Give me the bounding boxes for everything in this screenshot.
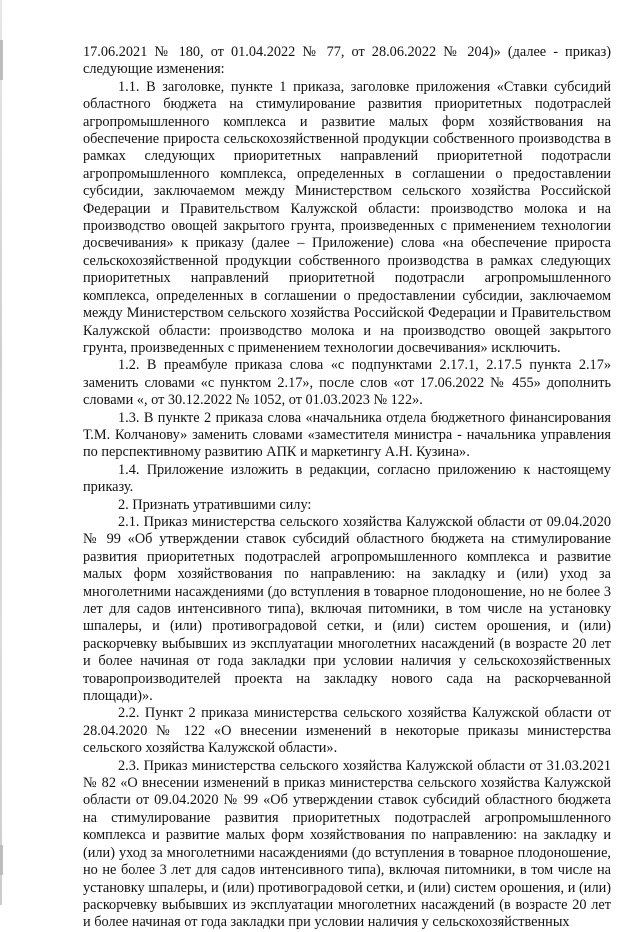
paragraph-2: 2. Признать утратившими силу:: [118, 496, 312, 513]
paragraph-1-2: 1.2. В преамбуле приказа слова «с подпунктами 2.17.1, 2.17.5 пункта 2.17» заменить словами «с пунктом 2.17», после слов «от 17.06.2022 № 455» дополнить словами «, от 30.12.2022 № 1052, от 01.03.2023 № 122».: [83, 357, 611, 409]
paragraph-1-1: 1.1. В заголовке, пункте 1 приказа, заголовке приложения «Ставки субсидий областного бюджета на стимулирование развития приоритетных подотраслей агропромышленного комплекса и развитие малых форм хозяйствования на обеспечение прироста сельскохозяйственной продукции собственного производства в рамках следующих приоритетных направлений приоритетной подотрасли агропромышленного комплекса, определенных в соглашении о предоставлении субсидии, заключаемом между Министерством сельского хозяйства Российской Федерации и Правительством Калужской области: производство молока и на производство овощей закрытого грунта, произведенных с применением технологии досвечивания» к приказу (далее – Приложение) слова «на обеспечение прироста сельскохозяйственной продукции собственного производства в рамках следующих приоритетных направлений приоритетной подотрасли агропромышленного комплекса, определенных в соглашении о предоставлении субсидии, заключаемом между Министерством сельского хозяйства Российской Федерации и Правительством Калужской области: производство молока и на производство овощей закрытого грунта, произведенных с применением технологии досвечивания» исключить.: [83, 78, 611, 356]
scan-artifact-bottom: [0, 845, 3, 875]
paragraph-intro-continuation: 17.06.2021 № 180, от 01.04.2022 № 77, от 28.06.2022 № 204)» (далее - приказ) следующие изменения:: [83, 44, 611, 78]
document-page: [83, 44, 611, 932]
scan-left-edge: [0, 0, 2, 905]
paragraph-2-1: 2.1. Приказ министерства сельского хозяйства Калужской области от 09.04.2020 № 99 «Об утверждении ставок субсидий областного бюджета на стимулирование развития приоритетных подотраслей агропромышленного комплекса и развитие малых форм хозяйствования по направлению: на закладку и (или) уход за многолетними насаждениями (до вступления в товарное плодоношение, но не более 3 лет для садов интенсивного типа), включая питомники, в том числе на установку шпалеры, и (или) противоградовой сетки, и (или) систем орошения, и (или) раскорчевку выбывших из эксплуатации многолетних насаждений (в возрасте 20 лет и более начиная от года закладки при условии наличия у сельскохозяйственных товаропроизводителей проекта на закладку нового сада на раскорчеванной площади)».: [83, 513, 611, 705]
paragraph-2-2: 2.2. Пункт 2 приказа министерства сельского хозяйства Калужской области от 28.04.2020 № 122 «О внесении изменений в некоторые приказы министерства сельского хозяйства Калужской области».: [83, 705, 611, 757]
paragraph-1-3: 1.3. В пункте 2 приказа слова «начальника отдела бюджетного финансирования Т.М. Колчанову» заменить словами «заместителя министра - начальника управления по перспективному развитию АПК и маркетингу А.Н. Кузина».: [83, 409, 611, 461]
paragraph-2-3: 2.3. Приказ министерства сельского хозяйства Калужской области от 31.03.2021 № 82 «О внесении изменений в приказ министерства сельского хозяйства Калужской области от 09.04.2020 № 99 «Об утверждении ставок субсидий областного бюджета на стимулирование развития приоритетных подотраслей агропромышленного комплекса и развитие малых форм хозяйствования по направлению: на закладку и (или) уход за многолетними насаждениями (до вступления в товарное плодоношение, но не более 3 лет для садов интенсивного типа), включая питомники, в том числе на установку шпалеры, и (или) противоградовой сетки, и (или) систем орошения, и (или) раскорчевку выбывших из эксплуатации многолетних насаждений (в возрасте 20 лет и более начиная от года закладки при условии наличия у сельскохозяйственных: [83, 757, 611, 931]
scan-artifact-top: [0, 40, 3, 80]
paragraph-1-4: 1.4. Приложение изложить в редакции, согласно приложению к настоящему приказу.: [83, 461, 611, 496]
